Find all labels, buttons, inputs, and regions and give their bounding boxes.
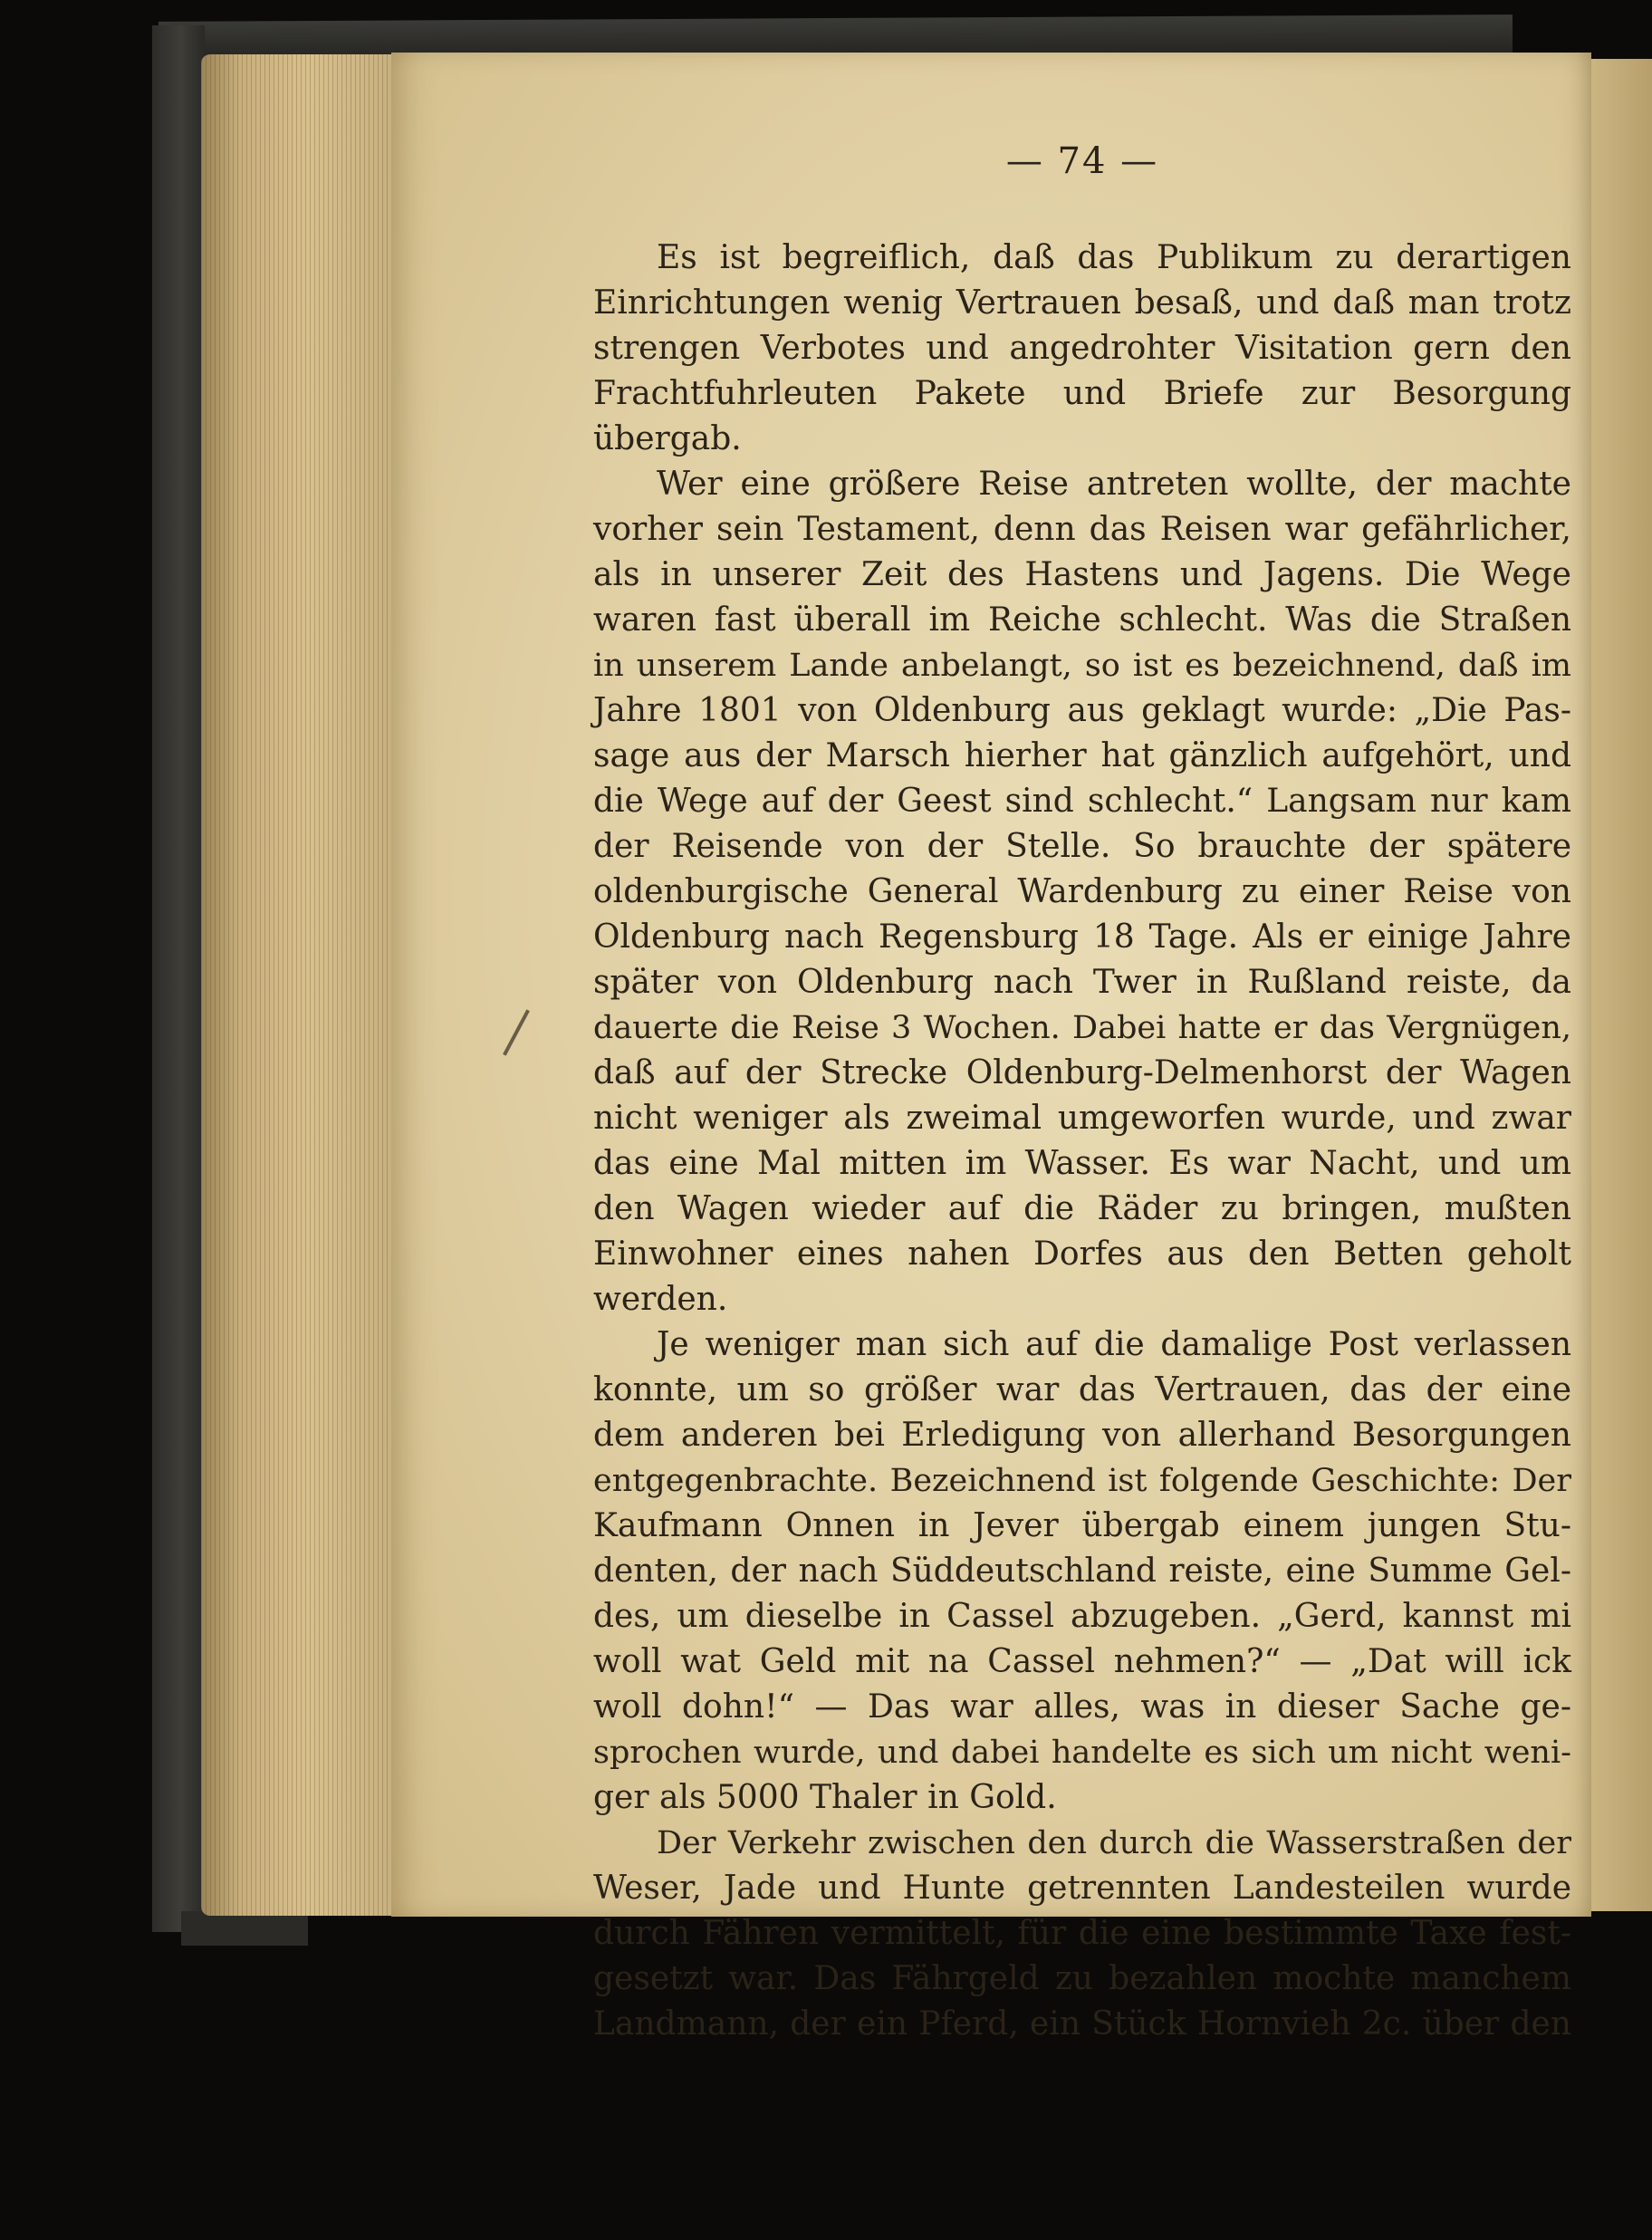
- text-line: Landmann, der ein Pferd, ein Stück Hornvieh 2c. über den: [593, 2005, 1571, 2043]
- text-line: Frachtfuhrleuten Pakete und Briefe zur Besorgung: [593, 375, 1571, 412]
- text-line: später von Oldenburg nach Twer in Rußland reiste, da: [593, 964, 1571, 1001]
- text-line: Weser, Jade und Hunte getrennten Landesteilen wurde: [593, 1870, 1571, 1907]
- text-line: konnte, um so größer war das Vertrauen, das der eine: [593, 1371, 1571, 1408]
- facing-page-edge: [1585, 59, 1652, 1911]
- text-line: werden.: [593, 1281, 728, 1318]
- text-line: den Wagen wieder auf die Räder zu bringen, mußten: [593, 1190, 1571, 1227]
- text-line: Je weniger man sich auf die damalige Post verlassen: [657, 1326, 1571, 1363]
- text-line: waren fast überall im Reiche schlecht. Was die Straßen: [593, 601, 1571, 639]
- page-edges: [201, 54, 396, 1916]
- text-line: sage aus der Marsch hierher hat gänzlich aufgehört, und: [593, 737, 1571, 774]
- text-line: des, um dieselbe in Cassel abzugeben. „Gerd, kannst mi: [593, 1598, 1571, 1635]
- text-line: Der Verkehr zwischen den durch die Wasserstraßen der: [657, 1825, 1571, 1861]
- text-line: durch Fähren vermittelt, für die eine bestimmte Taxe fest-: [593, 1915, 1571, 1952]
- text-line: als in unserer Zeit des Hastens und Jagens. Die Wege: [593, 556, 1571, 593]
- text-lines: [593, 236, 1571, 2047]
- book-spine-cover: [152, 25, 205, 1932]
- book-cover-bottom: [181, 1911, 308, 1946]
- text-line: Es ist begreiflich, daß das Publikum zu derartigen: [657, 239, 1571, 276]
- text-line: daß auf der Strecke Oldenburg-Delmenhorst der Wagen: [593, 1054, 1571, 1091]
- text-line: oldenburgische General Wardenburg zu einer Reise von: [593, 873, 1571, 910]
- text-line: woll dohn!“ — Das war alles, was in dieser Sache ge-: [593, 1688, 1571, 1726]
- text-line: das eine Mal mitten im Wasser. Es war Nacht, und um: [593, 1145, 1571, 1182]
- text-line: strengen Verbotes und angedrohter Visitation gern den: [593, 330, 1571, 367]
- text-line: woll wat Geld mit na Cassel nehmen?“ — „Dat will ick: [593, 1643, 1571, 1680]
- text-line: Jahre 1801 von Oldenburg aus geklagt wurde: „Die Pas-: [593, 692, 1571, 729]
- text-line: Einrichtungen wenig Vertrauen besaß, und daß man trotz: [593, 284, 1571, 322]
- text-line: denten, der nach Süddeutschland reiste, eine Summe Gel-: [593, 1553, 1571, 1590]
- text-line: dem anderen bei Erledigung von allerhand Besorgungen: [593, 1417, 1571, 1454]
- text-line: übergab.: [593, 420, 742, 457]
- text-line: Wer eine größere Reise antreten wollte, der machte: [657, 466, 1571, 503]
- text-line: ger als 5000 Thaler in Gold.: [593, 1779, 1057, 1816]
- text-line: Oldenburg nach Regensburg 18 Tage. Als er einige Jahre: [593, 918, 1571, 956]
- text-line: entgegenbrachte. Bezeichnend ist folgende Geschichte: Der: [593, 1463, 1571, 1499]
- page-number: — 74 —: [1005, 140, 1159, 182]
- text-line: gesetzt war. Das Fährgeld zu bezahlen mochte manchem: [593, 1960, 1571, 1997]
- text-line: Kaufmann Onnen in Jever übergab einem jungen Stu-: [593, 1507, 1571, 1544]
- text-line: dauerte die Reise 3 Wochen. Dabei hatte er das Vergnügen,: [593, 1010, 1571, 1046]
- text-line: sprochen wurde, und dabei handelte es sich um nicht weni-: [593, 1735, 1571, 1771]
- text-line: nicht weniger als zweimal umgeworfen wurde, und zwar: [593, 1100, 1571, 1137]
- text-line: der Reisende von der Stelle. So brauchte der spätere: [593, 828, 1571, 865]
- text-line: in unserem Lande anbelangt, so ist es bezeichnend, daß im: [593, 648, 1571, 684]
- text-line: Einwohner eines nahen Dorfes aus den Betten geholt: [593, 1235, 1571, 1273]
- text-line: die Wege auf der Geest sind schlecht.“ Langsam nur kam: [593, 783, 1571, 820]
- text-line: vorher sein Testament, denn das Reisen war gefährlicher,: [593, 511, 1571, 548]
